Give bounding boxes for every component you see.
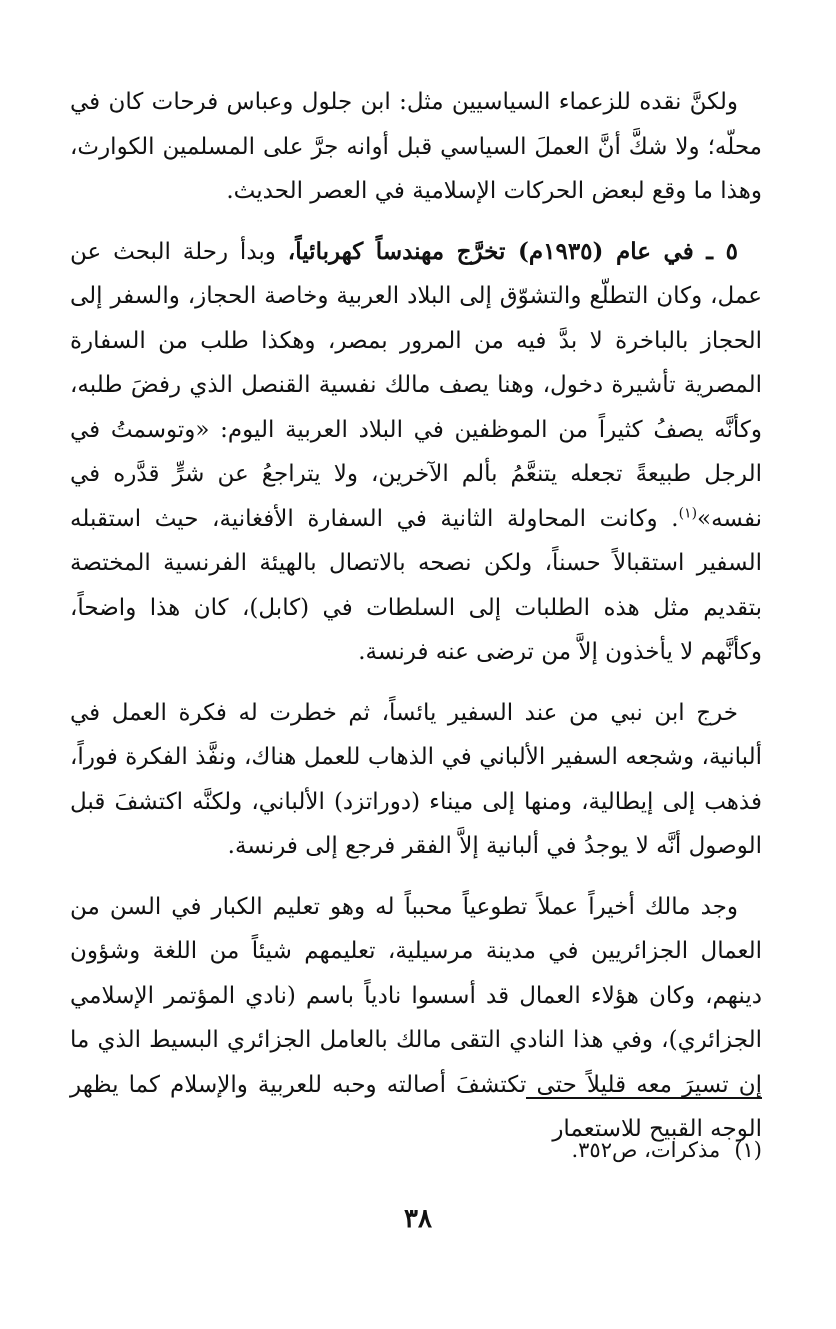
footnote-mark: (١) bbox=[734, 1138, 762, 1162]
page-number: ٣٨ bbox=[404, 1204, 432, 1234]
page-body bbox=[70, 80, 762, 1152]
paragraph-2-lead: ٥ ـ في عام (١٩٣٥م) تخرَّج مهندساً كهربائياً، bbox=[287, 237, 738, 265]
paragraph-2-body-a: وبدأ رحلة البحث عن عمل، وكان التطلّع والتشوّق إلى البلاد العربية وخاصة الحجاز، والسفر إلى الحجاز بالباخرة لا بدَّ فيه من المرور بمصر، وهكذا طلب من السفارة المصرية تأشيرة دخول، وهنا يصف مالك نفسية القنصل الذي رفضَ طلبه، وكأنَّه يصفُ كثيراً من الموظفين في البلاد العربية اليوم: «وتوسمتُ في الرجل طبيعةً تجعله يتنعَّمُ بألم الآخرين، ولا يتراجعُ عن شرٍّ قدَّره في نفسه» bbox=[70, 238, 762, 532]
paragraph-4: وجد مالك أخيراً عملاً تطوعياً محبباً له وهو تعليم الكبار في السن من العمال الجزائريين في مدينة مرسيلية، تعليمهم شيئاً من اللغة وشؤون دينهم، وكان هؤلاء العمال قد أسسوا نادياً باسم (نادي المؤتمر الإسلامي الجزائري)، وفي هذا النادي التقى مالك بالعامل الجزائري البسيط الذي ما إن تسيرَ معه قليلاً حتى تكتشفَ أصالته وحبه للعربية والإسلام كما يظهر الوجه القبيح للاستعمار bbox=[70, 893, 762, 1142]
footnote-text: مذكرات، ص٣٥٢. bbox=[571, 1138, 721, 1162]
footnote bbox=[571, 1134, 762, 1166]
footnote-reference: (١) bbox=[678, 504, 698, 521]
footnote-divider bbox=[526, 1097, 762, 1099]
paragraph-3: خرج ابن نبي من عند السفير يائساً، ثم خطرت له فكرة العمل في ألبانية، وشجعه السفير الألباني في الذهاب للعمل هناك، ونفَّذ الفكرة فوراً، فذهب إلى إيطالية، ومنها إلى ميناء (دوراتزد) الألباني، ولكنَّه اكتشفَ قبل الوصول أنَّه لا يوجدُ في ألبانية إلاَّ الفقر فرجع إلى فرنسة. bbox=[70, 699, 762, 859]
paragraph-2 bbox=[70, 230, 762, 675]
paragraph-2-body-b: . وكانت المحاولة الثانية في السفارة الأفغانية، حيث استقبله السفير استقبالاً حسناً، ولكن نصحه بالاتصال بالهيئة الفرنسية المختصة بتقديم مثل هذه الطلبات إلى السلطات في (كابل)، كان هذا واضحاً، وكأنَّهم لا يأخذون إلاَّ من ترضى عنه فرنسة. bbox=[70, 505, 762, 665]
paragraph-1: ولكنَّ نقده للزعماء السياسيين مثل: ابن جلول وعباس فرحات كان في محلّه؛ ولا شكَّ أنَّ العملَ السياسي قبل أوانه جرَّ على المسلمين الكوارث، وهذا ما وقع لبعض الحركات الإسلامية في العصر الحديث. bbox=[70, 89, 762, 204]
